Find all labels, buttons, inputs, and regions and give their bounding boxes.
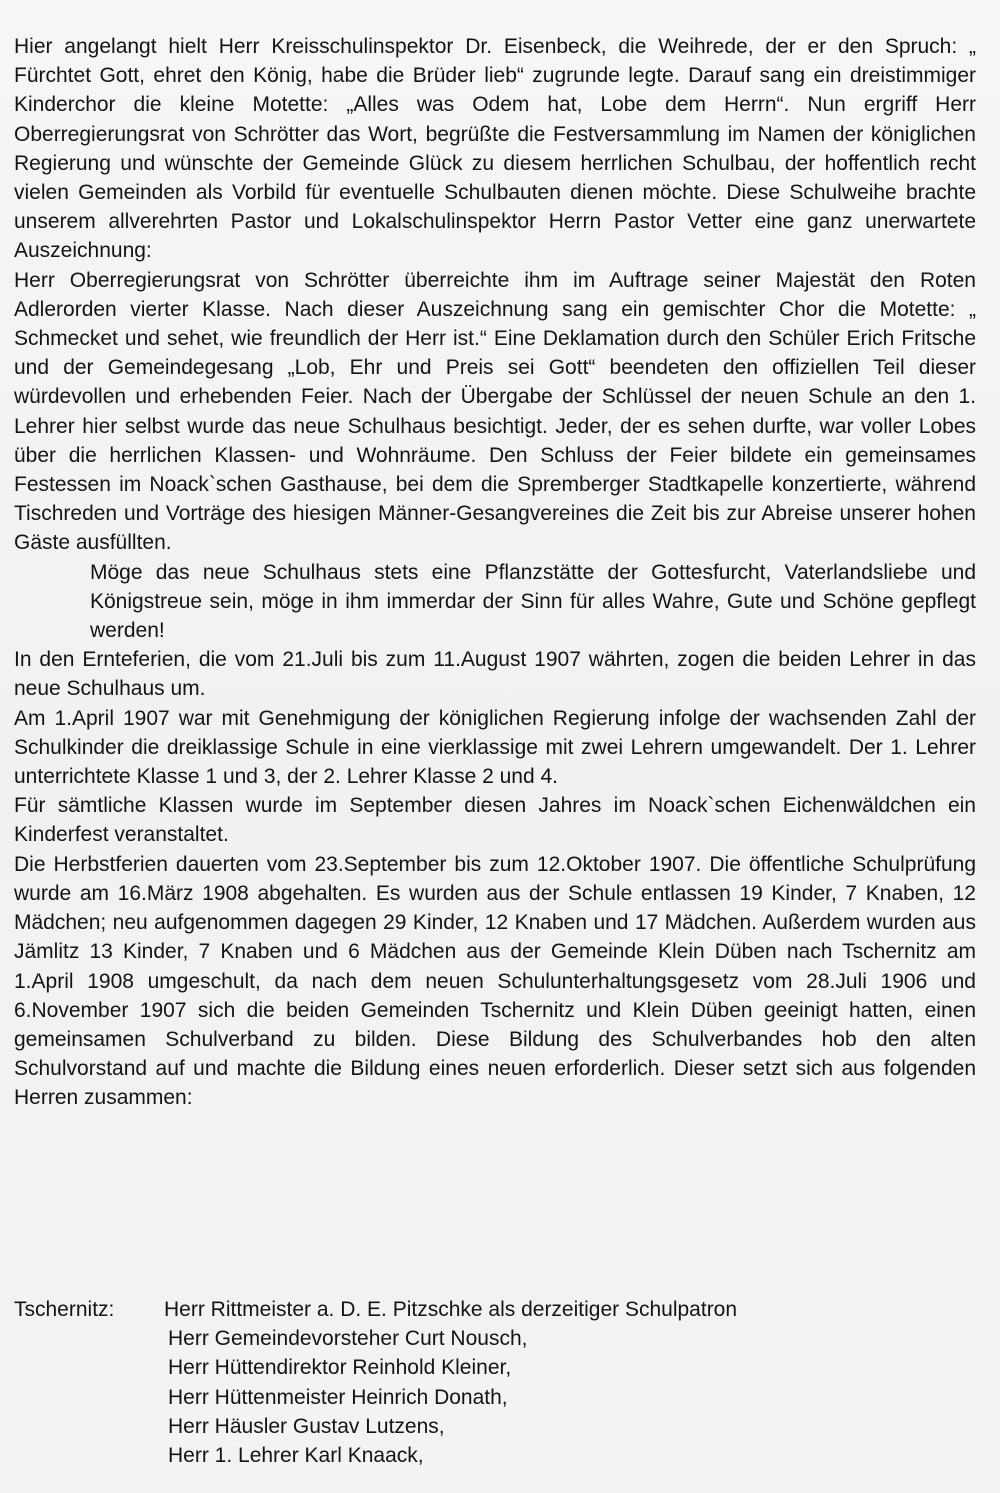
committee-member: Herr Rittmeister a. D. E. Pitzschke als derzeitiger Schulpatron — [164, 1298, 738, 1321]
paragraph-harvest-holidays: In den Ernteferien, die vom 21.Juli bis zum 11.August 1907 währten, zogen die beiden Lehrer in das neue Schulhaus um. — [14, 648, 976, 701]
committee-member: Herr Gemeindevorsteher Curt Nousch, — [168, 1327, 528, 1351]
paragraph-childrens-festival: Für sämtliche Klassen wurde im September diesen Jahres im Noack`schen Eichenwäldchen ein Kinderfest veranstaltet. — [14, 794, 976, 847]
paragraph-school-restructure: Am 1.April 1907 war mit Genehmigung der königlichen Regierung infolge der wachsenden Zahl der Schulkinder die dreiklassige Schule in eine vierklassige mit zwei Lehrern umgewandelt. Der 1. Lehrer unterrichtete Klasse 1 und 3, der 2. Lehrer Klasse 2 und 4. — [14, 706, 976, 789]
document-body — [14, 32, 976, 1113]
committee-member: Herr Hüttenmeister Heinrich Donath, — [168, 1385, 508, 1409]
committee-member: Herr 1. Lehrer Karl Knaack, — [168, 1444, 424, 1468]
paragraph-award-ceremony: Herr Oberregierungsrat von Schrötter überreichte ihm im Auftrage seiner Majestät den Roten Adlerorden vierter Klasse. Nach dieser Auszeichnung sang ein gemischter Chor die Motette: „ Schmecket und sehet, wie freundlich der Herr ist.“ Eine Deklamation durch den Schüler Erich Fritsche und der Gemeindegesang „Lob, Ehr und Preis sei Gott“ beendeten den offiziellen Teil dieser würdevollen und erhebenden Feier. Nach der Übergabe der Schlüssel der neuen Schule an den 1. Lehrer hier selbst wurde das neue Schulhaus besichtigt. Jeder, der es sehen durfte, war voller Lobes über die herrlichen Klassen- und Wohnräume. Den Schluss der Feier bildete ein gemeinsames Festessen im Noack`schen Gasthause, bei dem die Spremberger Stadtkapelle konzertierte, während Tischreden und Vorträge des hiesigen Männer-Gesangvereines die Zeit bis zur Abreise unserer hohen Gäste ausfüllten. — [14, 268, 976, 555]
school-committee-list — [14, 1295, 976, 1470]
committee-members — [164, 1295, 976, 1470]
paragraph-consecration-speech: Hier angelangt hielt Herr Kreisschulinspektor Dr. Eisenbeck, die Weihrede, der er den Spruch: „ Fürchtet Gott, ehret den König, habe die Brüder lieb“ zugrunde legte. Darauf sang ein dreistimmiger Kinderchor die kleine Motette: „Alles was Odem hat, Lobe dem Herrn“. Nun ergriff Herr Oberregierungsrat von Schrötter das Wort, begrüßte die Festversammlung im Namen der königlichen Regierung und wünschte der Gemeinde Glück zu diesem herrlichen Schulbau, der hoffentlich recht vielen Gemeinden als Vorbild für eventuelle Schulbauten dienen möchte. Diese Schulweihe brachte unserem allverehrten Pastor und Lokalschulinspektor Herrn Pastor Vetter eine ganz unerwartete Auszeichnung: — [14, 35, 976, 263]
paragraph-blessing-wish: Möge das neue Schulhaus stets eine Pflanzstätte der Gottesfurcht, Vaterlandsliebe und Königstreue sein, möge in ihm immerdar der Sinn für alles Wahre, Gute und Schöne gepflegt werden! — [90, 560, 976, 643]
paragraph-autumn-holidays-exam: Die Herbstferien dauerten vom 23.September bis zum 12.Oktober 1907. Die öffentliche Schulprüfung wurde am 16.März 1908 abgehalten. Es wurden aus der Schule entlassen 19 Kinder, 7 Knaben, 12 Mädchen; neu aufgenommen dagegen 29 Kinder, 12 Knaben und 17 Mädchen. Außerdem wurden aus Jämlitz 13 Kinder, 7 Knaben und 6 Mädchen aus der Gemeinde Klein Düben nach Tschernitz am 1.April 1908 umgeschult, da nach dem neuen Schulunterhaltungsgesetz vom 28.Juli 1906 und 6.November 1907 sich die beiden Gemeinden Tschernitz und Klein Düben geeinigt hatten, einen gemeinsamen Schulverband zu bilden. Diese Bildung des Schulverbandes hob den alten Schulvorstand auf und machte die Bildung eines neuen erforderlich. Dieser setzt sich aus folgenden Herren zusammen: — [14, 852, 976, 1110]
committee-row — [14, 1295, 976, 1470]
committee-member: Herr Häusler Gustav Lutzens, — [168, 1414, 445, 1438]
committee-member: Herr Hüttendirektor Reinhold Kleiner, — [168, 1356, 512, 1380]
committee-place-label: Tschernitz: — [14, 1298, 115, 1321]
